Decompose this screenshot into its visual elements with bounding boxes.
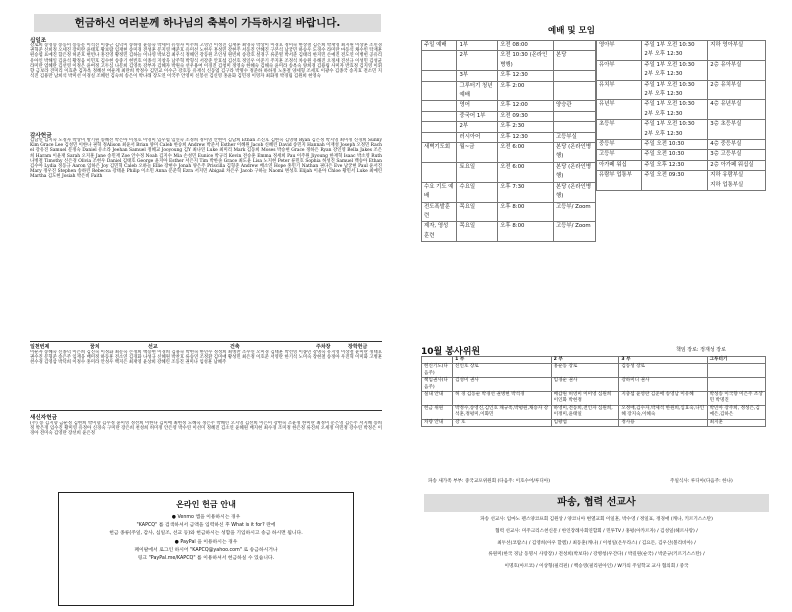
table-cell: 주일 1부 오전 10:30 2부 오후 12:30	[642, 120, 708, 140]
table-cell	[422, 162, 457, 182]
table-cell: 하영미,전동희,전인자 심원희,이정미,윤태일	[551, 405, 619, 419]
table-cell: 임왕섭	[551, 419, 619, 426]
table-cell: 오전 10:30 (온라인병행)	[498, 51, 554, 71]
table-cell: 주일 1부 오전 10:30 2부 오후 12:30	[642, 60, 708, 80]
table-cell	[553, 71, 595, 81]
table-row	[422, 143, 596, 163]
special-offering-names: 이순자 송혜숙 신종덕 이은희 김진숙 이정화 최문숙 손정희 백승현 이경희 김용숙 박현숙 한민수 정성희 최병찬 조수연 오미경 김태훈 박선영 이종민 강명숙 유지영 이상철 윤미란 정태호 권수진 문형준 송은주 임재웅 배미정 하동훈 전소연 김경화 나성규 신혜원 박찬호 류승연 조정환 김미애 황성민 최은정 이호준 서영란 한기석 노미숙 장현철 송정아 우진혁 이미화 고병훈 천수경 김영삼 박덕희 이정수 홍미라 안성우 백지은 최재영 윤상희 강혜린 조동진 권미나 임성훈 남혜주	[30, 350, 382, 366]
col-scholarship: 장학헌금	[348, 344, 368, 350]
mission-line: 이명호(아르코) / 이상형(필리핀) / 백승영(필리핀아인) / W가의 주일학교 교사 협의회 / 중국	[504, 564, 689, 570]
column-header: 3 부	[619, 357, 707, 364]
column-header: 1 부	[453, 357, 552, 364]
table-cell: 본당	[553, 51, 595, 71]
table-cell	[422, 71, 457, 81]
table-cell: 책임권사(다음주)	[422, 378, 453, 392]
table-cell: 초등부	[597, 120, 642, 140]
table-cell: 오후 8:00	[498, 222, 554, 242]
table-cell	[422, 81, 457, 101]
table-cell: 목요일	[457, 202, 498, 222]
online-line: ● Venmo 앱을 이용하시는 경우	[171, 515, 241, 520]
table-row	[597, 160, 766, 170]
table-row	[422, 378, 766, 392]
table-cell: 4층 중등부실	[708, 140, 766, 150]
table-cell: 토요일	[457, 162, 498, 182]
table-cell: 새벽기도회	[422, 143, 457, 163]
serve-title: 10월 봉사위원	[421, 347, 481, 357]
table-cell: 수요일	[457, 182, 498, 202]
table-cell: 유아부	[597, 60, 642, 80]
column-header: 2 부	[551, 357, 619, 364]
serve-note: 책임 장로: 정재성 장로	[676, 347, 726, 353]
table-cell: 배갑원 허영미 이미영 심원희 이인화 박현정	[551, 392, 619, 406]
table-cell: 허 경 김동순 박경선 권병현 박석경	[453, 392, 552, 406]
table-cell: 주일 오전 10:30	[642, 150, 708, 160]
table-cell: 주일 오전 10:30	[642, 140, 708, 150]
table-row	[422, 222, 596, 242]
table-row	[422, 132, 596, 142]
table-row	[597, 150, 766, 160]
table-cell: 오후 12:30	[498, 71, 554, 81]
table-cell: 유치부	[597, 80, 642, 100]
table-cell: 박성송 이국향 이은주 조상민 박명진	[707, 392, 765, 406]
thanks-names: 김남연 김지숙 노정자 박상미 방기원 송혜선 박은아 이정호 이영미 임우엽 임연숙 조정희 정미영 안현이 김남희 Ethan 조진호 김현숙 김영태 Ryan 김은정 박지영 최미정 신경희 Sunny Kim Grace Lee 김성민 이한나 권혁 정Alison 최윤서 Brian 양미 Caleb 한승희 Andrew 박준서 Esther 이혜원 Jacob 신혜린 David 송민지 Hannah 이재성 Joseph 오정민 Rachel 강유진 Samuel 문정숙 Daniel 유소라 Jeehan Samuel 정혜교 Jooyoung 김Y 최나연 Luke 최미리 Mark 김동희 Moses 박승현 Grace 정하은 Ryan 강인영 Bella Jakes 조은희 Haram 이윤재 Sarah 오지훈 Jane 송민재 Zoe 안수정 Noah 김지수 Mia 손성민 Eunice 박규리 Kevin 전승훈 Emma 정세희 Pau 이주원 Jiyoung 한재혁 Isaac 박소영 Ruth 나병철 Timothy 신은경 Olivia 조현우 Daniel 김태호 George 윤지아 Esther 서은지 Tim 박한솔 Grace 최도윤 Lisa 노지현 Peter 류민호 Sophia 허성진 Samuel 백승아 Ethan 김수아 Lydia 정동규 Aaron 임하은 Joy 김민혁 Caleb 오하늘 Ellie 장현수 Jonah 양은주 Priscilla 김형준 Andrew 배소연 Hope 홍민기 Nathan 권다은 Eve 남궁현 Paul 윤서진 Mary 정우진 Stephen 송하린 Rebecca 강태윤 Philip 이소민 Anna 문준혁 Ezra 서지민 Abigail 차은우 Jacob 구하늘 Naomi 변성호 Elijah 이윤아 Chloe 황민서 Luke 최예린 Martha 김도현 Josiah 박은비 Faith	[30, 138, 382, 180]
table-cell: 지충섭 윤영란 김준애 송영남 이유혜	[619, 392, 707, 406]
table-cell: 2층 아가페 워십실	[708, 160, 766, 170]
table-cell: 목요일	[457, 222, 498, 242]
table-cell: 오후 7:30	[498, 182, 554, 202]
table-cell: 지하 영아부실	[708, 41, 766, 61]
table-cell: 2부	[457, 122, 498, 132]
table-cell: 오전 09:30	[498, 111, 554, 121]
table-cell: 고등부	[597, 150, 642, 160]
mission-line: 최두선(코랍스) / 김영희(아우 할렘) / 최동훈(캐나) / 이청일(온두라스) / 김요돈, 김우산(볼리비아) /	[497, 540, 696, 546]
table-cell	[422, 111, 457, 121]
table-cell: 오후 2:30	[498, 122, 554, 132]
table-cell: 양승관	[553, 101, 595, 111]
table-cell: 주일 1부 오전 10:30 2부 오후 12:30	[642, 100, 708, 120]
table-row	[422, 81, 596, 101]
table-cell	[553, 81, 595, 101]
worship-schedule-table	[421, 40, 596, 242]
column-header	[422, 357, 453, 364]
col-building: 건축	[230, 344, 240, 350]
table-cell: 헌신기도(다음주)	[422, 364, 453, 378]
divider	[30, 341, 382, 342]
table-cell: 강하미디 권사	[619, 378, 707, 392]
table-cell: 헌금 위원	[422, 405, 453, 419]
table-cell: 2층 유아부실	[708, 60, 766, 80]
table-header-row	[422, 357, 766, 364]
column-header: 그루터기	[707, 357, 765, 364]
table-cell: 오후 12:30	[498, 132, 554, 142]
table-cell: 아가페 워십	[597, 160, 642, 170]
online-line: 헌금 종류(주일, 감사, 십일조, 선교 등)와 헌금하시는 성함을 기입하시고 송금 하시면 됩니다.	[109, 531, 303, 537]
table-row	[422, 364, 766, 378]
online-line: 링크 "PayPal.me/KAPCQ" 를 이용하셔서 헌금하실 수 있습니다.	[137, 556, 275, 562]
table-cell: 3층 고등부실	[708, 150, 766, 160]
mission-line: 파송 선교사: 임마노 펜스양코프회 김원상 / 양코니아 변열교회 이일훈, 박수영 / 정일표, 정경애 (캐나, 키르기스스탄)	[480, 517, 713, 522]
table-cell: 고등부실	[553, 132, 595, 142]
table-cell: 오전 08:00	[498, 41, 554, 51]
table-row	[422, 419, 766, 426]
table-cell: 월~금	[457, 143, 498, 163]
table-cell	[422, 101, 457, 111]
table-row	[422, 162, 596, 182]
table-cell: 수요 기도 예배	[422, 182, 457, 202]
table-cell: 주일 오전 09:30	[642, 171, 708, 191]
table-cell	[422, 132, 457, 142]
table-cell: 오후 2:00	[498, 81, 554, 101]
col-cheonbeon: 일천번제	[30, 344, 50, 350]
col-mission: 선교	[148, 344, 158, 350]
col-kkumchi: 꿈치	[90, 344, 100, 350]
online-offering-title: 온라인 헌금 안내	[176, 500, 236, 509]
tithe-names: 강로희 송영승 송동미 송동문 이석진 이종근 김덕미 송하영 윤승숙 박세미 유영자 이주희 고영인 이성진 김재훈 최영숙 박상미 이경호 정미숙 한상철 김은희 박재영 최지원 이상훈 조민경 권혁준 신희정 오세진 장미란 윤태호 황보람 임재현 송미경 전성훈 문지영 배준호 유미선 노현우 홍성민 강현주 서동진 안혜진 구본석 남궁민 하승우 도경수 라미란 마동석 채수빈 탁재훈 편승엽 표예진 함은정 허준호 현빈나 홍진영 황정민 김하늘 이나영 박보검 최우식 정해인 강동원 조인성 원빈희 송강호 설경구 류준열 박서준 김태리 한지민 손예진 전도연 이병헌 공유리 유아인 박해일 김윤석 황정음 이민호 김수현 송중기 현빈호 이종석 지창욱 남주혁 박형식 서강준 안효섭 김선호 정일우 이준기 주지훈 조정석 차승원 유해진 오정세 진선규 이성민 김성균 라미란 염혜란 김선영 이정은 윤여정 고두심 나문희 김영옥 강부자 김혜자 박원숙 선우용여 이경진 김청미 정영숙 한혜숙 김해숙 윤미라 송옥숙 양희경 김용림 사미자 반효정 김지영 이휘향 금보라 견미리 이효춘 김자옥 정혜선 여운계 최란희 박정수 김민교 이수근 강호동 유재석 신동엽 김구라 박명수 정준하 하하정 노홍철 양세형 조세호 이광수 김종국 송지효 전소민 지석진 김용만 남희석 박미선 이경실 조혜련 김숙희 송은이 박나래 장도연 이국주 안영미 신봉선 김신영 홍윤화 김민경 이영자 최화정 박경림 김원희 현영숙	[30, 43, 382, 80]
table-cell: 지하 유람부실 지하 업통부실	[708, 171, 766, 191]
serve-footer-right: 주일식사: 루디아(다음주: 한나)	[670, 479, 733, 484]
table-cell: 오후 8:00	[498, 202, 554, 222]
table-cell: 주일 1부 오전 10:30 2부 오후 12:30	[642, 80, 708, 100]
table-cell: 오후 12:00	[498, 101, 554, 111]
table-row	[597, 60, 766, 80]
tithe-heading: 십일조	[30, 38, 47, 44]
col-parking: 주차장	[316, 344, 331, 350]
table-cell: 2부	[457, 51, 498, 71]
table-cell: 최지훈	[707, 419, 765, 426]
table-row	[422, 202, 596, 222]
table-row	[597, 80, 766, 100]
serve-footer-left: 파송 새가족 부부: 중국교포위원회 (다음주: 이호수어/루디아)	[428, 479, 551, 484]
table-cell	[553, 111, 595, 121]
table-cell: 유년부	[597, 100, 642, 120]
table-cell	[707, 378, 765, 392]
table-cell: 중국어 1부	[457, 111, 498, 121]
table-cell: 오정애,김수자,박제석 한원희,심효숙,나인혜 장지숙,이혜숙	[619, 405, 707, 419]
table-cell: 신인호 장로	[453, 364, 552, 378]
table-cell: 임경순 권사	[551, 378, 619, 392]
table-cell: 박민아 장주희, 정성은,김예은,김하은	[707, 405, 765, 419]
table-cell: 중등부	[597, 140, 642, 150]
table-cell: 강 호	[453, 419, 552, 426]
table-cell: 주일 오후 12:30	[642, 160, 708, 170]
table-row	[422, 122, 596, 132]
thanks-heading: 감사헌금	[30, 133, 52, 139]
mission-line: 협력 선교사: 미주크리스천신문 / 한인장례사회연합회 / 민투TV / 홍평(아카르자) / 김성일(헤르사랑) /	[495, 528, 698, 534]
mission-line: 류원미(한국 경남 동명시 사랑장) / 전성희(박보다) / 강병청(우간다) / 박길원(순국) / 박준규(키르기스스탄) /	[488, 552, 705, 558]
table-row	[422, 71, 596, 81]
table-cell: 홍순동 장로	[551, 364, 619, 378]
table-row	[597, 120, 766, 140]
table-cell	[707, 364, 765, 378]
table-cell: 고등부/ Zoom	[553, 222, 595, 242]
table-cell: 박정수,송영신,김인호 채규옥,박평원,채승자 강석훈,정평미,이화민	[453, 405, 552, 419]
table-row	[597, 41, 766, 61]
table-cell: 2층 유치부실	[708, 80, 766, 100]
online-line: 페이팔에서 로그인 하시어 "KAPCQ@yahoo.com" 로 송금하시거나	[134, 547, 278, 553]
table-row	[597, 171, 766, 191]
table-cell	[422, 51, 457, 71]
table-row	[422, 41, 596, 51]
divider	[30, 410, 382, 411]
table-cell: 영어	[457, 101, 498, 111]
department-schedule-table	[596, 40, 766, 191]
table-row	[422, 51, 596, 71]
table-row	[597, 140, 766, 150]
table-cell: 3층 초등부실	[708, 120, 766, 140]
table-cell: 오전 6:00	[498, 162, 554, 182]
volunteer-table	[421, 356, 766, 427]
online-line: "KAPCQ" 를 검색하셔서 금액을 입력하신 후 What is it for? 란에	[136, 523, 276, 529]
mission-title: 파송, 협력 선교사	[424, 494, 769, 512]
table-cell: 1부	[457, 41, 498, 51]
newcomer-names: (주) 송 김지향 금순정 김현희 박미향 김수정 윤미영 정선희 이한나 김미애 최현정 노혜숙 정은주 박혜린 오지영 김선희 이은미 강현숙 조윤정 한미란 최정미 문은영 김은주 서지혜 송희정 박은정 임수진 황미영 유정아 신경숙 구미란 장은희 천성희 허미정 안은영 박수연 이선미 정혜진 김소연 윤혜원 배지현 최수경 조미정 한은정 류진희 오세정 이민정 강수연 박정은 이경아 전미숙 김영란 장선희 윤은정	[30, 421, 382, 437]
table-cell: 김동성 장로	[619, 364, 707, 378]
table-cell: 주일 1부 오전 10:30 2부 오후 12:30	[642, 41, 708, 61]
schedule-title: 예배 및 모임	[548, 26, 595, 36]
table-cell: 본당 (온라인병행)	[553, 162, 595, 182]
table-cell: 그루터기 청년예배	[457, 81, 498, 101]
table-cell	[553, 122, 595, 132]
table-cell: 본당 (온라인병행)	[553, 182, 595, 202]
table-cell	[422, 122, 457, 132]
table-row	[422, 101, 596, 111]
table-cell	[553, 41, 595, 51]
table-row	[597, 100, 766, 120]
table-cell: 주일 예배	[422, 41, 457, 51]
table-cell: 실내 안내	[422, 392, 453, 406]
table-cell: 3부	[457, 71, 498, 81]
table-cell: 제자, 영성 훈련	[422, 222, 457, 242]
table-cell: 러시아어	[457, 132, 498, 142]
table-row	[422, 392, 766, 406]
online-line: ● PayPal 을 이용하시는 경우	[174, 539, 238, 545]
table-row	[422, 182, 596, 202]
table-cell: 오전 6:00	[498, 143, 554, 163]
table-cell: 본당 (온라인병행)	[553, 143, 595, 163]
newcomer-heading: 새신자헌금	[30, 415, 58, 421]
table-cell: 정사용	[619, 419, 707, 426]
table-cell: 영아부	[597, 41, 642, 61]
table-cell: 김성미 권사	[453, 378, 552, 392]
table-row	[422, 405, 766, 419]
table-cell: 4층 유년부실	[708, 100, 766, 120]
online-offering-box	[58, 492, 354, 606]
table-cell: 유람부 업통부	[597, 171, 642, 191]
table-cell: 전도폭발훈련	[422, 202, 457, 222]
table-cell: 차량 안내	[422, 419, 453, 426]
table-row	[422, 111, 596, 121]
table-cell: 고등부/ Zoom	[553, 202, 595, 222]
blessing-banner: 헌금하신 여러분께 하나님의 축복이 가득하시길 바랍니다.	[34, 14, 381, 32]
missionary-list	[424, 514, 769, 573]
